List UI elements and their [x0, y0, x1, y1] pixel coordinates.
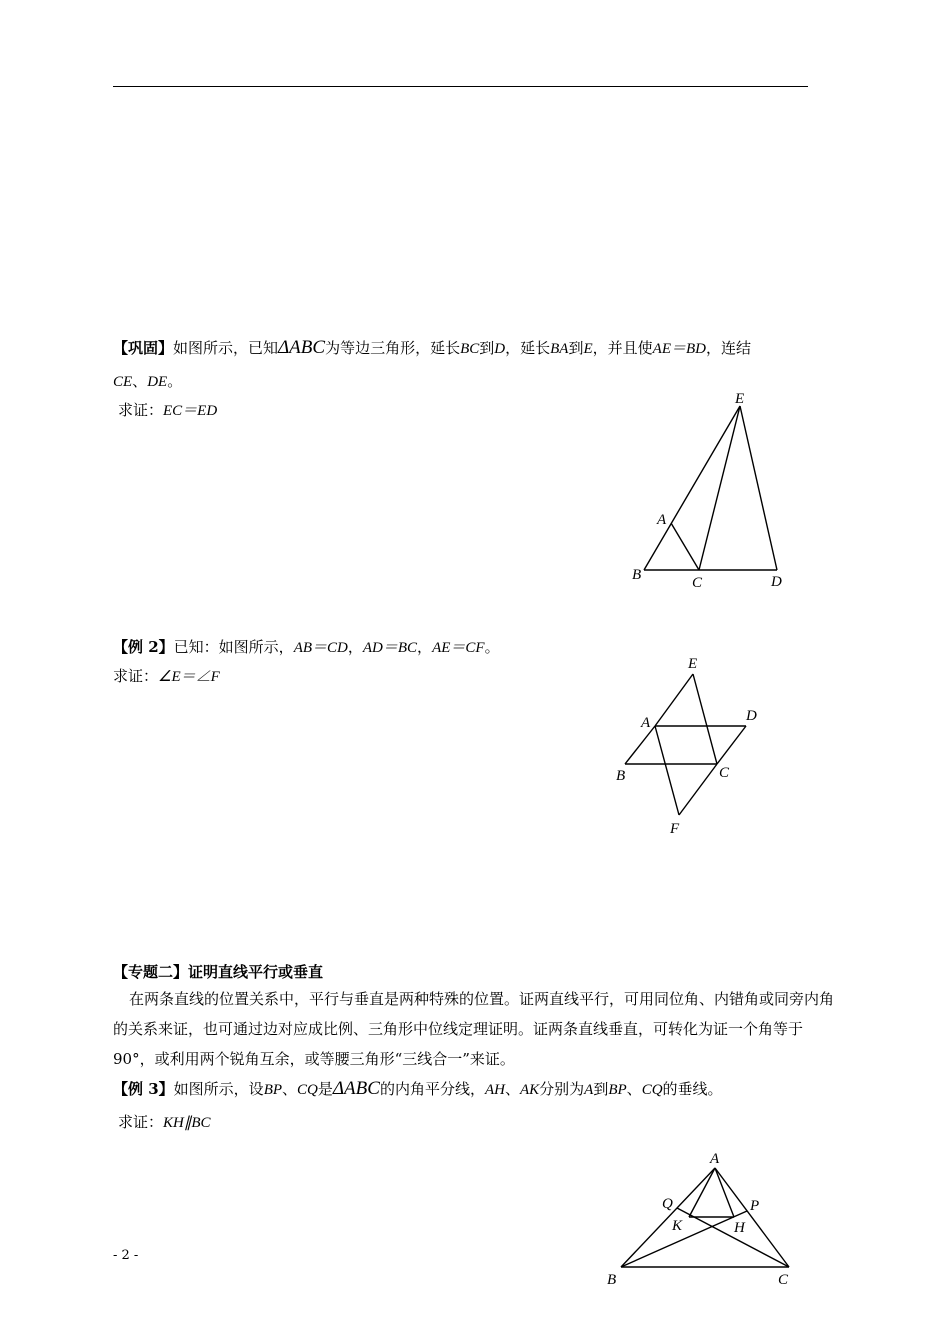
fig-label-C: C: [719, 765, 730, 781]
fig-label-B: B: [616, 768, 626, 784]
example2-line-1: [113, 636, 500, 659]
text: ，: [347, 638, 363, 656]
fig-label-E: E: [688, 656, 698, 672]
fig-label-C: C: [692, 575, 703, 591]
math: AK: [519, 1082, 540, 1098]
fig-label-E: E: [735, 391, 745, 407]
text: 的内角平分线，: [379, 1080, 485, 1098]
fig-label-C: C: [778, 1272, 789, 1288]
fig-label-B: B: [607, 1272, 617, 1288]
math: BP: [263, 1082, 283, 1098]
text: 如图所示，已知: [173, 339, 279, 357]
prove-label: 求证：: [118, 401, 164, 419]
math: A: [584, 1082, 594, 1098]
prove-label: 求证：: [118, 1113, 164, 1131]
math: BC: [460, 341, 480, 357]
math: DE: [147, 374, 168, 390]
gonggu-line-2: [113, 370, 182, 393]
prove-label: 求证：: [113, 667, 159, 685]
example3-tag: 【例 3】: [113, 1080, 174, 1098]
math: AE＝BD: [652, 341, 706, 357]
example3-line-1: [113, 1078, 723, 1101]
text: ，连结: [706, 339, 752, 357]
text: 到: [568, 339, 584, 357]
fig-label-A: A: [641, 715, 651, 731]
text: ，延长: [505, 339, 551, 357]
fig-label-F: F: [670, 821, 680, 837]
figure-gonggu: [620, 385, 800, 595]
text: 、: [132, 372, 148, 390]
figure-example2: [610, 650, 770, 840]
math: BP: [608, 1082, 627, 1098]
text: 如图所示，设: [173, 1080, 264, 1098]
text: 分别为: [539, 1080, 585, 1098]
fig-label-K: K: [672, 1218, 683, 1234]
math: KH∥BC: [163, 1115, 211, 1131]
figure-example3: [600, 1145, 800, 1290]
example3-prove: [118, 1111, 211, 1134]
triangle-symbol: ΔABC: [332, 1078, 380, 1099]
text: 的垂线。: [662, 1080, 723, 1098]
text: 。: [484, 638, 500, 656]
math: AH: [484, 1082, 505, 1098]
math: AD＝BC: [362, 640, 418, 656]
text: ，并且使: [592, 339, 653, 357]
text: 到: [593, 1080, 609, 1098]
math: CQ: [297, 1082, 318, 1098]
gonggu-tag: 【巩固】: [113, 339, 174, 357]
text: 是: [317, 1080, 333, 1098]
math: E: [583, 341, 593, 357]
text: 、: [504, 1080, 520, 1098]
topic2-body: 在两条直线的位置关系中，平行与垂直是两种特殊的位置。证两直线平行，可用同位角、内错角或同旁内角的关系来证，也可通过边对应成比例、三角形中位线定理证明。证两条直线垂直，可转化为证一个角等于90°，或利用两个锐角互余，或等腰三角形“三线合一”来证。: [113, 990, 835, 1068]
topic2-heading: 【专题二】证明直线平行或垂直: [113, 963, 324, 981]
example2-prove: [113, 665, 220, 688]
fig-label-Q: Q: [662, 1196, 673, 1212]
math: AE＝CF: [432, 640, 485, 656]
fig-label-A: A: [710, 1151, 720, 1167]
fig-label-B: B: [632, 567, 642, 583]
math: D: [494, 341, 506, 357]
fig-label-H: H: [734, 1220, 745, 1236]
text: ，: [417, 638, 433, 656]
triangle-symbol: ΔABC: [278, 337, 326, 358]
math: AB＝CD: [293, 640, 348, 656]
example2-tag: 【例 2】: [113, 638, 174, 656]
gonggu-prove: [118, 399, 217, 422]
math: CE: [113, 374, 133, 390]
fig-label-D: D: [771, 574, 782, 590]
page-number: - 2 -: [113, 1248, 139, 1263]
gonggu-line-1: [113, 337, 751, 360]
math: CQ: [641, 1082, 663, 1098]
fig-label-P: P: [750, 1198, 760, 1214]
math: ∠E＝∠F: [158, 669, 220, 685]
text: 为等边三角形，延长: [325, 339, 461, 357]
header-rule: [113, 86, 808, 87]
text: 、: [282, 1080, 298, 1098]
fig-label-D: D: [746, 708, 757, 724]
math: EC＝ED: [163, 403, 218, 419]
fig-label-A: A: [657, 512, 667, 528]
text: 、: [626, 1080, 642, 1098]
math: BA: [550, 341, 569, 357]
text: 。: [167, 372, 183, 390]
text: 到: [479, 339, 495, 357]
text: 已知：如图所示，: [173, 638, 294, 656]
